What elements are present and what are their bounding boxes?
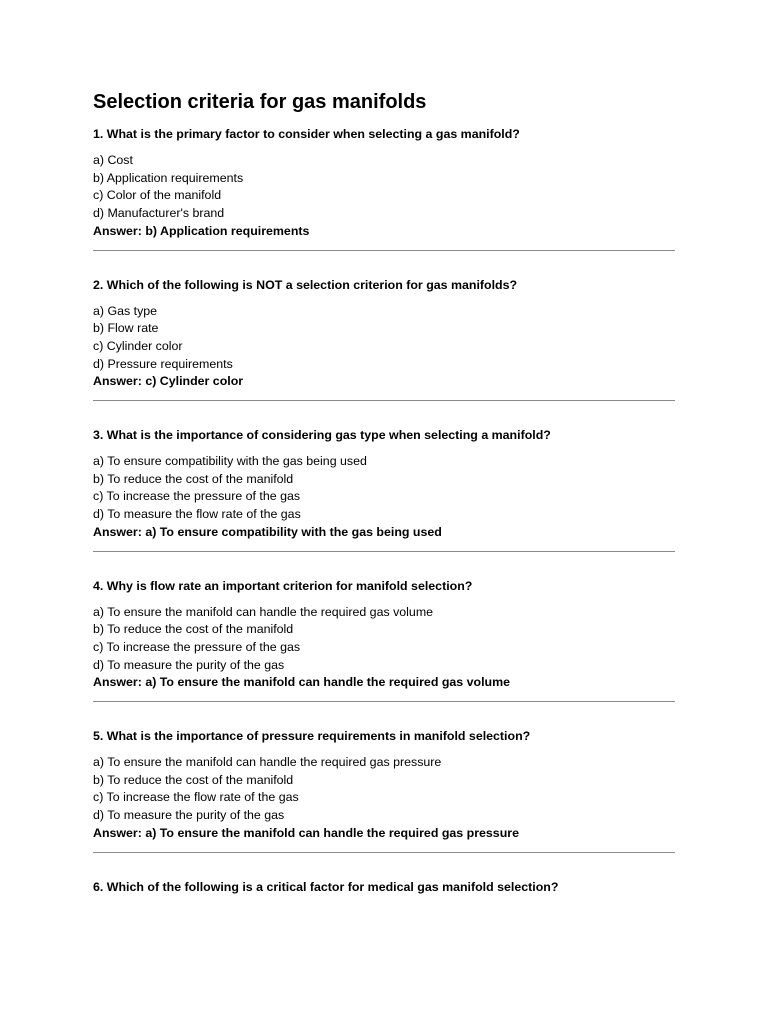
divider — [93, 701, 675, 702]
option-c: c) To increase the pressure of the gas — [93, 639, 301, 654]
answer-text: Answer: a) To ensure the manifold can handle the required gas pressure — [93, 825, 519, 840]
answer-text: Answer: b) Application requirements — [93, 223, 310, 238]
question-block-2 — [93, 277, 675, 402]
answer-text: Answer: a) To ensure compatibility with the gas being used — [93, 524, 442, 539]
options-list — [93, 152, 675, 223]
answer-text: Answer: a) To ensure the manifold can handle the required gas volume — [93, 675, 511, 690]
question-text: 2. Which of the following is NOT a selection criterion for gas manifolds? — [93, 277, 518, 292]
question-block-3 — [93, 427, 675, 552]
option-a: a) To ensure the manifold can handle the required gas pressure — [93, 755, 442, 770]
option-b: b) Flow rate — [93, 321, 159, 336]
option-b: b) Application requirements — [93, 170, 244, 185]
question-text: 5. What is the importance of pressure requirements in manifold selection? — [93, 729, 531, 744]
option-d: d) To measure the flow rate of the gas — [93, 507, 301, 522]
question-text: 4. Why is flow rate an important criterion for manifold selection? — [93, 578, 473, 593]
option-c: c) Color of the manifold — [93, 188, 222, 203]
option-a: a) Cost — [93, 153, 133, 167]
options-list — [93, 604, 675, 675]
divider — [93, 250, 675, 251]
option-b: b) To reduce the cost of the manifold — [93, 622, 294, 637]
option-b: b) To reduce the cost of the manifold — [93, 772, 294, 787]
options-list — [93, 303, 675, 374]
question-text: 1. What is the primary factor to consider when selecting a gas manifold? — [93, 127, 520, 141]
option-d: d) To measure the purity of the gas — [93, 657, 285, 672]
option-a: a) To ensure compatibility with the gas being used — [93, 454, 367, 469]
option-d: d) To measure the purity of the gas — [93, 808, 285, 823]
question-text: 3. What is the importance of considering gas type when selecting a manifold? — [93, 428, 551, 443]
question-text: 6. Which of the following is a critical factor for medical gas manifold selection? — [93, 879, 559, 894]
question-block-5 — [93, 728, 675, 853]
options-list — [93, 453, 675, 524]
option-d: d) Pressure requirements — [93, 356, 233, 371]
option-d: d) Manufacturer's brand — [93, 206, 225, 221]
option-c: c) Cylinder color — [93, 338, 183, 353]
options-list — [93, 754, 675, 825]
option-a: a) Gas type — [93, 303, 158, 318]
question-block-1 — [93, 126, 675, 251]
option-c: c) To increase the flow rate of the gas — [93, 790, 299, 805]
question-block-4 — [93, 578, 675, 703]
divider — [93, 551, 675, 552]
answer-text: Answer: c) Cylinder color — [93, 374, 244, 389]
divider — [93, 852, 675, 853]
document-page — [93, 88, 675, 895]
option-c: c) To increase the pressure of the gas — [93, 489, 301, 504]
question-block-6 — [93, 879, 675, 895]
option-a: a) To ensure the manifold can handle the required gas volume — [93, 604, 434, 619]
page-title: Selection criteria for gas manifolds — [93, 91, 427, 113]
option-b: b) To reduce the cost of the manifold — [93, 471, 294, 486]
divider — [93, 400, 675, 401]
